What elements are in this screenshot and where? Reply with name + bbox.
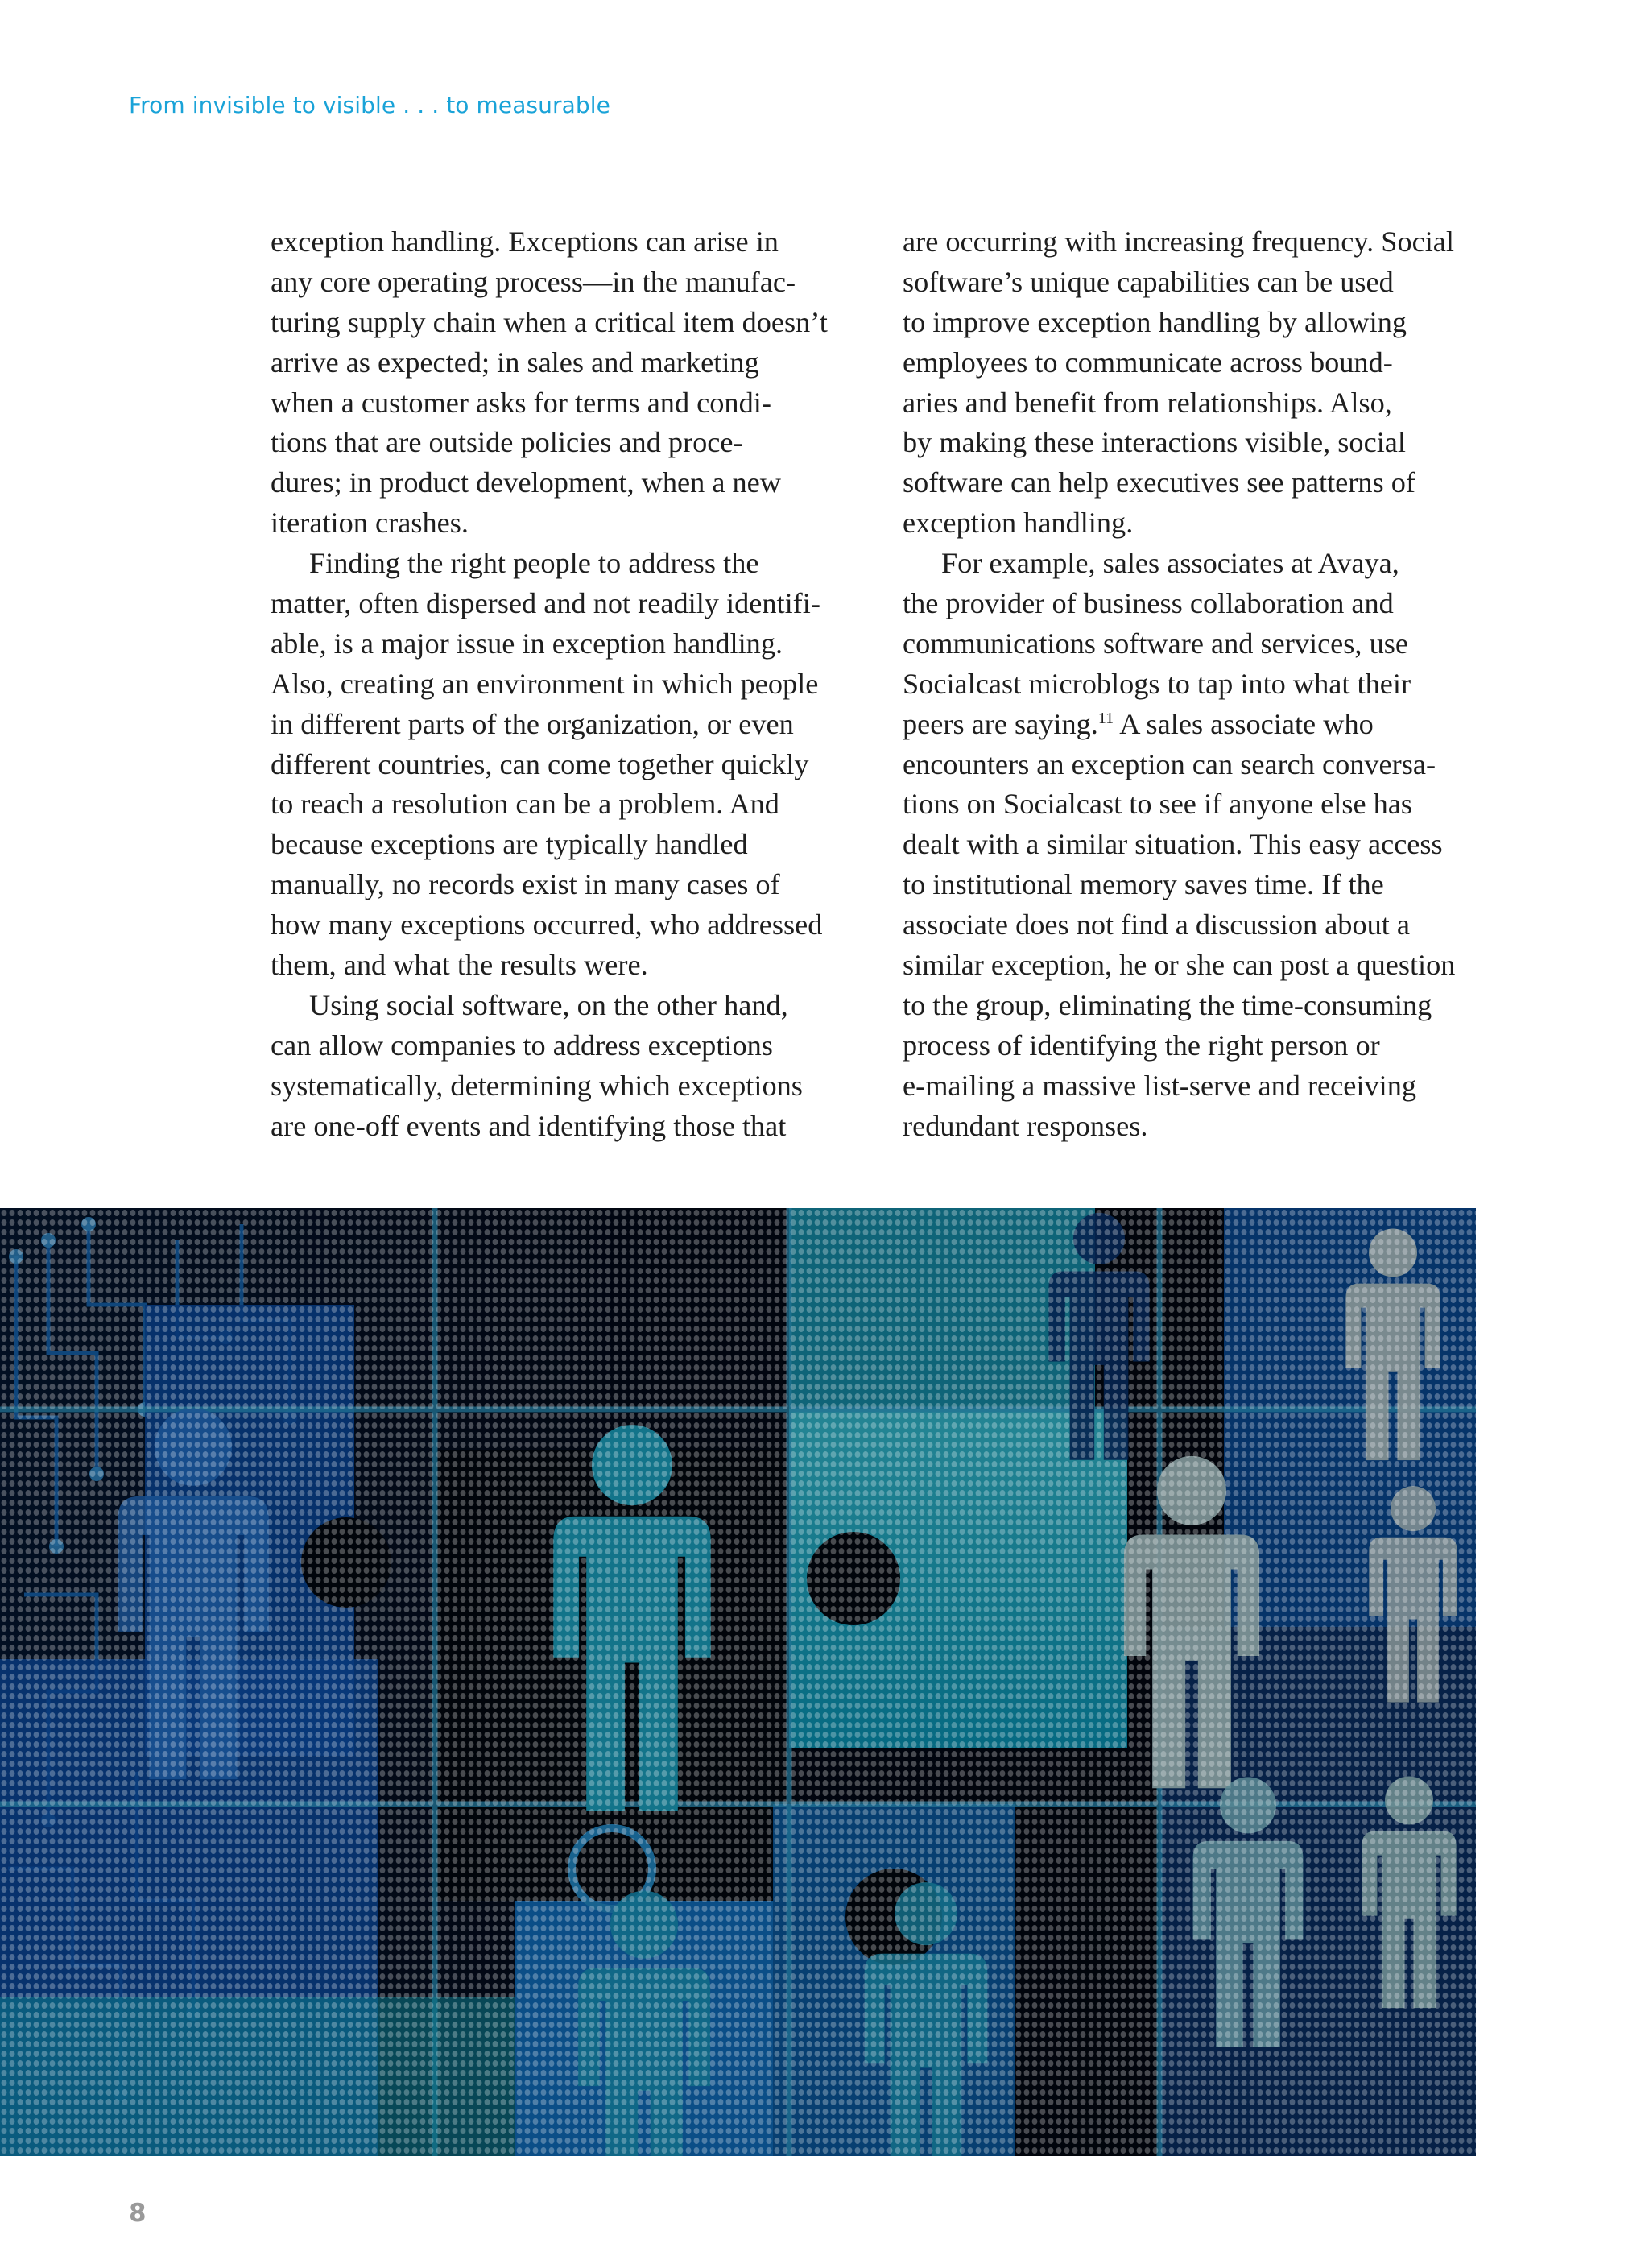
text-line: because exceptions are typically handled: [271, 828, 748, 861]
text-line: software can help executives see patterns of: [903, 466, 1415, 499]
text-line: can allow companies to address exceptions: [271, 1028, 773, 1062]
text-line: dures; in product development, when a new: [271, 466, 782, 499]
text-line: in different parts of the organization, or even: [271, 707, 794, 740]
text-line: to the group, eliminating the time-consuming: [903, 988, 1432, 1021]
puzzle-people-image: [0, 1208, 1476, 2156]
text-line: any core operating process—in the manufac-: [271, 265, 796, 298]
text-line: arrive as expected; in sales and marketing: [271, 346, 759, 379]
text-line: tions that are outside policies and proce-: [271, 426, 743, 459]
text-line: associate does not find a discussion about a: [903, 908, 1411, 942]
text-line: communications software and services, use: [903, 627, 1408, 660]
text-line: aries and benefit from relationships. Also,: [903, 386, 1392, 419]
text-line: dealt with a similar situation. This easy access: [903, 828, 1443, 861]
text-line: software’s unique capabilities can be used: [903, 265, 1394, 298]
text-line: turing supply chain when a critical item doesn’t: [271, 305, 828, 338]
text-line: them, and what the results were.: [271, 949, 648, 982]
text-line: exception handling. Exceptions can arise in: [271, 226, 779, 258]
text-line: Using social software, on the other hand,: [309, 988, 788, 1021]
text-line: to institutional memory saves time. If the: [903, 868, 1384, 901]
text-line: Finding the right people to address the: [309, 547, 759, 580]
footnote-marker: 11: [1097, 709, 1114, 727]
text-fragment: peers are saying.: [903, 707, 1098, 740]
text-line: matter, often dispersed and not readily identifi-: [271, 587, 820, 620]
text-line: For example, sales associates at Avaya,: [941, 547, 1399, 580]
running-head: From invisible to visible . . . to measurable: [129, 92, 610, 118]
text-fragment: A sales associate who: [1119, 707, 1374, 740]
text-line: iteration crashes.: [271, 507, 469, 540]
text-line: e-mailing a massive list-serve and receiving: [903, 1069, 1416, 1102]
puzzle-people-illustration: [0, 1208, 1476, 2156]
page-number: 8: [129, 2199, 147, 2228]
text-line: tions on Socialcast to see if anyone else has: [903, 788, 1413, 821]
text-line: by making these interactions visible, social: [903, 426, 1406, 459]
text-line: [903, 705, 1476, 745]
text-line: Socialcast microblogs to tap into what their: [903, 667, 1411, 700]
text-line: Also, creating an environment in which people: [271, 667, 819, 700]
text-line: when a customer asks for terms and condi-: [271, 386, 771, 419]
text-line: to reach a resolution can be a problem. And: [271, 788, 779, 821]
text-line: redundant responses.: [903, 1109, 1148, 1142]
text-line: exception handling.: [903, 507, 1134, 540]
text-line: able, is a major issue in exception handling.: [271, 627, 783, 660]
text-line: systematically, determining which exceptions: [271, 1069, 803, 1102]
text-line: process of identifying the right person or: [903, 1028, 1380, 1062]
text-line: how many exceptions occurred, who addressed: [271, 908, 823, 942]
text-line: to improve exception handling by allowing: [903, 305, 1407, 338]
text-line: similar exception, he or she can post a question: [903, 949, 1456, 982]
right-text-column: [903, 222, 1476, 1146]
text-line: manually, no records exist in many cases of: [271, 868, 780, 901]
text-line: the provider of business collaboration and: [903, 587, 1394, 620]
text-line: are one-off events and identifying those that: [271, 1109, 787, 1142]
left-text-column: [271, 222, 844, 1146]
text-line: employees to communicate across bound-: [903, 346, 1393, 379]
text-line: encounters an exception can search conversa-: [903, 747, 1436, 780]
text-line: are occurring with increasing frequency. Social: [903, 226, 1454, 258]
text-line: different countries, can come together quickly: [271, 747, 809, 780]
